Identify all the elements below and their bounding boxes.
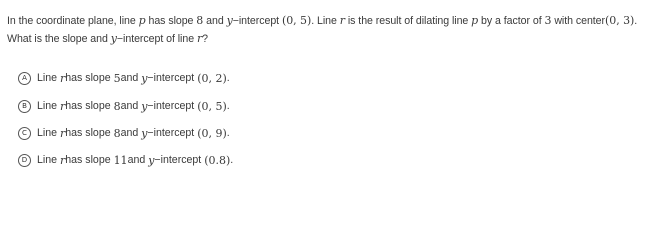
question-segment: ? (202, 33, 208, 45)
math-variable: r (339, 14, 345, 27)
math-variable: r (59, 153, 66, 167)
choice-text: . (226, 100, 230, 112)
choice-text: has slope (65, 154, 111, 166)
question-segment: with center (551, 15, 606, 27)
math-variable: p (138, 14, 146, 27)
choice-text: . (226, 72, 230, 84)
choice-d[interactable] (18, 152, 233, 168)
question-segment: In the coordinate plane, line (7, 15, 139, 27)
math-point: (0, 5) (197, 99, 227, 113)
choice-text: −intercept (147, 100, 195, 112)
choice-text: . (230, 154, 234, 166)
choice-c[interactable] (18, 125, 230, 141)
math-variable: r (196, 32, 203, 45)
math-variable: y (141, 99, 148, 113)
choice-text: Line (37, 154, 58, 166)
math-number: 8 (113, 126, 121, 140)
question-segment: −intercept (232, 15, 282, 27)
math-number: 8 (113, 99, 121, 113)
choice-letter-badge[interactable]: D (18, 154, 31, 167)
math-variable: p (471, 14, 479, 27)
choice-text: and (120, 72, 139, 84)
math-variable: y (141, 126, 148, 140)
math-variable: r (59, 99, 66, 113)
math-number: 11 (113, 153, 128, 167)
math-variable: y (110, 32, 117, 45)
math-point: (0, 5) (281, 14, 312, 27)
math-point: (0, 2) (197, 71, 227, 85)
choice-text: −intercept (154, 154, 202, 166)
choice-letter-badge[interactable]: C (18, 127, 31, 140)
choice-text: −intercept (147, 72, 195, 84)
math-variable: y (226, 14, 233, 27)
choice-text: . (226, 127, 230, 139)
question-segment: by a factor of (478, 15, 545, 27)
choice-text: Line (37, 100, 58, 112)
question-segment: . Line (311, 15, 340, 27)
choice-a[interactable] (18, 70, 230, 86)
choice-text: has slope (65, 127, 111, 139)
choice-letter-badge[interactable]: B (18, 100, 31, 113)
choice-b[interactable] (18, 98, 230, 114)
choice-text: −intercept (147, 127, 195, 139)
math-number: 8 (196, 14, 204, 27)
math-point: (0, 9) (197, 126, 227, 140)
math-variable: r (59, 126, 66, 140)
math-variable: y (148, 153, 155, 167)
choice-text: has slope (65, 100, 111, 112)
choice-text: and (120, 127, 139, 139)
math-point: (0.8) (204, 153, 231, 167)
question-segment: has slope (145, 15, 197, 27)
choice-text: and (120, 100, 139, 112)
choice-text: Line (37, 72, 58, 84)
question-segment: and (203, 15, 227, 27)
math-variable: r (59, 71, 66, 85)
question-text (7, 12, 641, 48)
question-segment: −intercept of line (116, 33, 197, 45)
math-variable: y (141, 71, 148, 85)
choice-text: and (127, 154, 146, 166)
question-segment: . What is the slope and (7, 15, 638, 45)
math-number: 3 (544, 14, 552, 27)
math-number: 5 (113, 71, 121, 85)
question-segment: is the result of dilating line (344, 15, 472, 27)
choice-text: has slope (65, 72, 111, 84)
choice-letter-badge[interactable]: A (18, 72, 31, 85)
choice-text: Line (37, 127, 58, 139)
math-point: (0, 3) (605, 14, 635, 27)
